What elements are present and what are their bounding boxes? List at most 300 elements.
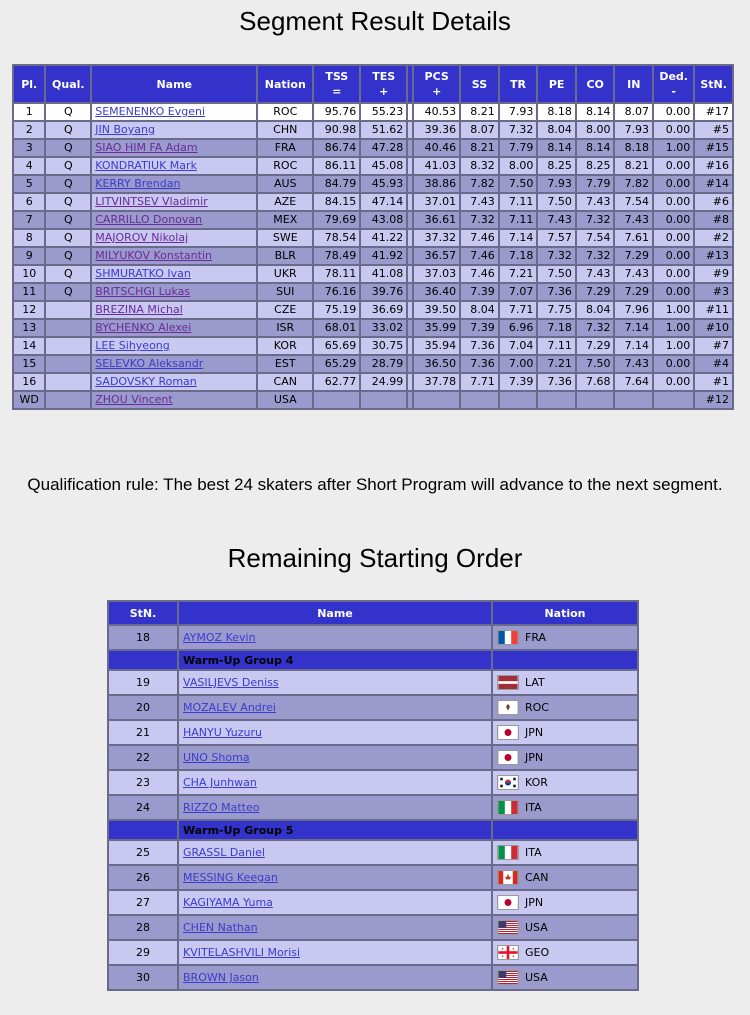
cell-co: 8.00: [577, 122, 614, 138]
skater-link[interactable]: KVITELASHVILI Morisi: [183, 946, 301, 959]
cell-stn: #10: [695, 320, 732, 336]
result-row: [14, 284, 732, 300]
cell-co: 8.14: [577, 104, 614, 120]
cell-co: 8.14: [577, 140, 614, 156]
cell-ss: 7.39: [461, 320, 498, 336]
cell-tes: 45.08: [361, 158, 406, 174]
cell-name: [92, 392, 256, 408]
cell-pe: 7.57: [538, 230, 575, 246]
skater-link[interactable]: MAJOROV Nikolaj: [95, 231, 189, 244]
cell-pe: 7.75: [538, 302, 575, 318]
cell-nation: ROC: [258, 104, 312, 120]
cell-tes: 33.02: [361, 320, 406, 336]
skater-link[interactable]: UNO Shoma: [183, 751, 250, 764]
group-spacer-cell: [109, 821, 177, 839]
cell-ss: 8.21: [461, 104, 498, 120]
spacer-cell: [408, 248, 412, 264]
order-col-name: Name: [179, 602, 491, 624]
order-stn: 19: [109, 671, 177, 694]
starting-order-row: [109, 696, 637, 719]
cell-tss: 65.29: [314, 356, 359, 372]
warmup-group-row: [109, 651, 637, 669]
col-tss[interactable]: [314, 66, 359, 102]
page-title: Segment Result Details: [239, 6, 511, 36]
cell-pcs: 35.99: [414, 320, 459, 336]
spacer-cell: [408, 140, 412, 156]
flag-kor-icon: [497, 775, 519, 790]
result-row: [14, 266, 732, 282]
cell-ded: [654, 392, 693, 408]
cell-in: 8.07: [615, 104, 652, 120]
col-tes-label: TES: [372, 70, 396, 83]
cell-pl: 16: [14, 374, 44, 390]
cell-stn: #13: [695, 248, 732, 264]
col-tr[interactable]: TR: [500, 66, 537, 102]
cell-qual: [46, 302, 90, 318]
cell-pcs: 35.94: [414, 338, 459, 354]
result-row: [14, 194, 732, 210]
cell-pcs: 36.61: [414, 212, 459, 228]
col-pl[interactable]: Pl.: [14, 66, 44, 102]
cell-pcs: 38.86: [414, 176, 459, 192]
starting-order-table: [107, 600, 639, 991]
flag-lat-icon: [497, 675, 519, 690]
cell-in: 7.14: [615, 338, 652, 354]
cell-pl: 8: [14, 230, 44, 246]
col-name[interactable]: Name: [92, 66, 256, 102]
cell-ss: 7.71: [461, 374, 498, 390]
skater-link[interactable]: BREZINA Michal: [95, 303, 183, 316]
cell-qual: Q: [46, 194, 90, 210]
order-nation-code: ITA: [525, 801, 542, 814]
col-ss[interactable]: SS: [461, 66, 498, 102]
cell-co: 7.29: [577, 284, 614, 300]
cell-in: 8.18: [615, 140, 652, 156]
cell-nation: EST: [258, 356, 312, 372]
cell-pe: [538, 392, 575, 408]
flag-usa-icon: [497, 920, 519, 935]
order-nation-cell: [493, 746, 637, 769]
cell-pl: 4: [14, 158, 44, 174]
order-name-cell: [179, 696, 491, 719]
cell-in: 7.43: [615, 356, 652, 372]
skater-link[interactable]: JIN Boyang: [95, 123, 155, 136]
flag-geo-icon: [497, 945, 519, 960]
cell-ss: 7.46: [461, 266, 498, 282]
cell-co: 7.32: [577, 212, 614, 228]
flag-jpn-icon: [497, 750, 519, 765]
cell-qual: [46, 356, 90, 372]
cell-tes: 39.76: [361, 284, 406, 300]
cell-nation: CAN: [258, 374, 312, 390]
cell-co: 7.79: [577, 176, 614, 192]
skater-link[interactable]: KAGIYAMA Yuma: [183, 896, 273, 909]
order-name-cell: [179, 771, 491, 794]
cell-tr: 7.00: [500, 356, 537, 372]
cell-tr: 7.93: [500, 104, 537, 120]
cell-stn: #15: [695, 140, 732, 156]
cell-co: 7.50: [577, 356, 614, 372]
skater-link[interactable]: VASILJEVS Deniss: [183, 676, 279, 689]
cell-in: 7.93: [615, 122, 652, 138]
cell-pl: WD: [14, 392, 44, 408]
cell-ded: 0.00: [654, 266, 693, 282]
cell-pcs: 36.50: [414, 356, 459, 372]
order-stn: 27: [109, 891, 177, 914]
result-row: [14, 212, 732, 228]
cell-pl: 11: [14, 284, 44, 300]
cell-in: 7.29: [615, 284, 652, 300]
cell-qual: [46, 374, 90, 390]
spacer-cell: [408, 338, 412, 354]
skater-link[interactable]: KERRY Brendan: [95, 177, 181, 190]
cell-tr: 7.07: [500, 284, 537, 300]
order-nation-code: GEO: [525, 946, 550, 959]
cell-ss: 7.46: [461, 248, 498, 264]
cell-tes: 43.08: [361, 212, 406, 228]
flag-jpn-icon: [497, 895, 519, 910]
cell-pl: 13: [14, 320, 44, 336]
col-pcs[interactable]: [414, 66, 459, 102]
cell-nation: BLR: [258, 248, 312, 264]
cell-name: [92, 122, 256, 138]
order-nation-cell: [493, 841, 637, 864]
result-row: [14, 230, 732, 246]
skater-link[interactable]: MESSING Keegan: [183, 871, 278, 884]
starting-order-row: [109, 966, 637, 989]
skater-link[interactable]: BYCHENKO Alexei: [95, 321, 192, 334]
cell-tss: 78.11: [314, 266, 359, 282]
order-name-cell: [179, 796, 491, 819]
col-stn[interactable]: StN.: [695, 66, 732, 102]
cell-tr: 7.79: [500, 140, 537, 156]
cell-tes: 47.14: [361, 194, 406, 210]
order-nation-cell: [493, 771, 637, 794]
cell-name: [92, 230, 256, 246]
cell-in: 7.96: [615, 302, 652, 318]
order-stn: 23: [109, 771, 177, 794]
cell-in: 7.82: [615, 176, 652, 192]
cell-ded: 1.00: [654, 320, 693, 336]
cell-ded: 0.00: [654, 284, 693, 300]
col-ded-label: Ded.: [659, 70, 688, 83]
cell-pe: 8.18: [538, 104, 575, 120]
order-col-stn: StN.: [109, 602, 177, 624]
cell-nation: MEX: [258, 212, 312, 228]
cell-ded: 0.00: [654, 230, 693, 246]
skater-link[interactable]: GRASSL Daniel: [183, 846, 265, 859]
result-row: [14, 140, 732, 156]
starting-order-row: [109, 746, 637, 769]
col-pe[interactable]: PE: [538, 66, 575, 102]
result-row: [14, 356, 732, 372]
cell-name: [92, 320, 256, 336]
cell-name: [92, 356, 256, 372]
order-stn: 28: [109, 916, 177, 939]
order-nation-code: JPN: [525, 751, 544, 764]
cell-tss: 65.69: [314, 338, 359, 354]
spacer-cell: [408, 356, 412, 372]
skater-link[interactable]: KONDRATIUK Mark: [95, 159, 197, 172]
order-nation-cell: [493, 966, 637, 989]
order-nation-cell: [493, 626, 637, 649]
skater-link[interactable]: LITVINTSEV Vladimir: [95, 195, 208, 208]
cell-stn: #8: [695, 212, 732, 228]
skater-link[interactable]: BRITSCHGI Lukas: [95, 285, 191, 298]
cell-pl: 1: [14, 104, 44, 120]
order-stn: 25: [109, 841, 177, 864]
cell-pe: 7.50: [538, 266, 575, 282]
cell-tes: 41.08: [361, 266, 406, 282]
result-row: [14, 104, 732, 120]
col-co[interactable]: CO: [577, 66, 614, 102]
starting-order-row: [109, 771, 637, 794]
cell-in: 7.64: [615, 374, 652, 390]
cell-tes: 47.28: [361, 140, 406, 156]
cell-tr: 7.39: [500, 374, 537, 390]
cell-tss: 86.74: [314, 140, 359, 156]
order-nation-code: CAN: [525, 871, 549, 884]
cell-tr: 8.00: [500, 158, 537, 174]
cell-ss: 7.36: [461, 356, 498, 372]
cell-pl: 14: [14, 338, 44, 354]
cell-pl: 7: [14, 212, 44, 228]
cell-qual: Q: [46, 284, 90, 300]
cell-ss: 7.43: [461, 194, 498, 210]
cell-stn: #5: [695, 122, 732, 138]
skater-link[interactable]: SHMURATKO Ivan: [95, 267, 191, 280]
cell-pe: 8.04: [538, 122, 575, 138]
cell-co: [577, 392, 614, 408]
cell-qual: Q: [46, 140, 90, 156]
spacer-cell: [408, 212, 412, 228]
cell-stn: #4: [695, 356, 732, 372]
cell-pl: 12: [14, 302, 44, 318]
spacer-cell: [408, 266, 412, 282]
order-stn: 29: [109, 941, 177, 964]
cell-pe: 7.36: [538, 374, 575, 390]
cell-nation: ISR: [258, 320, 312, 336]
flag-roc-icon: [497, 700, 519, 715]
warmup-group-label: Warm-Up Group 4: [179, 651, 491, 669]
skater-link[interactable]: SEMENENKO Evgeni: [95, 105, 206, 118]
cell-nation: FRA: [258, 140, 312, 156]
cell-qual: Q: [46, 158, 90, 174]
flag-usa-icon: [497, 970, 519, 985]
cell-qual: Q: [46, 266, 90, 282]
spacer-cell: [408, 176, 412, 192]
cell-co: 8.25: [577, 158, 614, 174]
cell-tes: 24.99: [361, 374, 406, 390]
order-name-cell: [179, 671, 491, 694]
order-name-cell: [179, 866, 491, 889]
order-stn: 18: [109, 626, 177, 649]
cell-nation: KOR: [258, 338, 312, 354]
cell-qual: [46, 338, 90, 354]
starting-order-row: [109, 796, 637, 819]
cell-stn: #12: [695, 392, 732, 408]
order-nation-cell: [493, 891, 637, 914]
order-stn: 22: [109, 746, 177, 769]
cell-ded: 0.00: [654, 158, 693, 174]
starting-order-row: [109, 891, 637, 914]
cell-tes: 36.69: [361, 302, 406, 318]
cell-tss: 84.15: [314, 194, 359, 210]
cell-nation: AZE: [258, 194, 312, 210]
result-row: [14, 176, 732, 192]
order-nation-cell: [493, 721, 637, 744]
cell-stn: #7: [695, 338, 732, 354]
order-nation-cell: [493, 696, 637, 719]
skater-link[interactable]: CHEN Nathan: [183, 921, 258, 934]
cell-tr: 7.50: [500, 176, 537, 192]
cell-stn: #14: [695, 176, 732, 192]
cell-ss: 8.04: [461, 302, 498, 318]
flag-ita-icon: [497, 800, 519, 815]
cell-tr: 7.04: [500, 338, 537, 354]
cell-tss: 68.01: [314, 320, 359, 336]
cell-pl: 15: [14, 356, 44, 372]
cell-pl: 10: [14, 266, 44, 282]
cell-pcs: 36.57: [414, 248, 459, 264]
order-stn: 26: [109, 866, 177, 889]
result-row: [14, 158, 732, 174]
result-row: [14, 320, 732, 336]
cell-name: [92, 302, 256, 318]
skater-link[interactable]: RIZZO Matteo: [183, 801, 260, 814]
order-stn: 30: [109, 966, 177, 989]
cell-ded: 0.00: [654, 356, 693, 372]
cell-qual: Q: [46, 230, 90, 246]
cell-nation: USA: [258, 392, 312, 408]
skater-link[interactable]: HANYU Yuzuru: [183, 726, 262, 739]
skater-link[interactable]: SIAO HIM FA Adam: [95, 141, 198, 154]
skater-link[interactable]: SADOVSKY Roman: [95, 375, 197, 388]
spacer-cell: [408, 284, 412, 300]
cell-nation: SUI: [258, 284, 312, 300]
cell-tss: 95.76: [314, 104, 359, 120]
order-nation-cell: [493, 671, 637, 694]
col-ded[interactable]: [654, 66, 693, 102]
col-qual[interactable]: Qual.: [46, 66, 90, 102]
cell-tr: [500, 392, 537, 408]
cell-pe: 7.21: [538, 356, 575, 372]
skater-link[interactable]: SELEVKO Aleksandr: [95, 357, 204, 370]
cell-pcs: 37.01: [414, 194, 459, 210]
cell-name: [92, 158, 256, 174]
cell-pl: 5: [14, 176, 44, 192]
cell-pcs: [414, 392, 459, 408]
order-stn: 24: [109, 796, 177, 819]
starting-order-row: [109, 671, 637, 694]
order-nation-code: JPN: [525, 896, 544, 909]
cell-tr: 7.21: [500, 266, 537, 282]
segment-results-table: [12, 64, 734, 410]
cell-tr: 7.14: [500, 230, 537, 246]
cell-pe: 8.14: [538, 140, 575, 156]
cell-pcs: 41.03: [414, 158, 459, 174]
order-name-cell: [179, 916, 491, 939]
cell-nation: CZE: [258, 302, 312, 318]
cell-name: [92, 194, 256, 210]
starting-order-row: [109, 721, 637, 744]
cell-tss: 76.16: [314, 284, 359, 300]
cell-ded: 0.00: [654, 176, 693, 192]
cell-tes: 51.62: [361, 122, 406, 138]
cell-in: 7.61: [615, 230, 652, 246]
skater-link[interactable]: CARRILLO Donovan: [95, 213, 203, 226]
result-row: [14, 122, 732, 138]
col-nation[interactable]: Nation: [258, 66, 312, 102]
cell-pe: 7.32: [538, 248, 575, 264]
cell-in: 7.29: [615, 248, 652, 264]
order-name-cell: [179, 941, 491, 964]
skater-link[interactable]: CHA Junhwan: [183, 776, 257, 789]
cell-pcs: 37.32: [414, 230, 459, 246]
spacer-cell: [408, 302, 412, 318]
skater-link[interactable]: BROWN Jason: [183, 971, 259, 984]
order-name-cell: [179, 966, 491, 989]
col-in[interactable]: IN: [615, 66, 652, 102]
skater-link[interactable]: AYMOZ Kevin: [183, 631, 256, 644]
col-tes[interactable]: [361, 66, 406, 102]
cell-ss: 8.32: [461, 158, 498, 174]
skater-link[interactable]: ZHOU Vincent: [95, 393, 173, 406]
cell-nation: AUS: [258, 176, 312, 192]
cell-co: 7.32: [577, 320, 614, 336]
skater-link[interactable]: LEE Sihyeong: [95, 339, 170, 352]
result-row: [14, 374, 732, 390]
flag-jpn-icon: [497, 725, 519, 740]
group-spacer-cell: [493, 821, 637, 839]
result-row: [14, 392, 732, 408]
skater-link[interactable]: MOZALEV Andrei: [183, 701, 276, 714]
order-stn: 21: [109, 721, 177, 744]
cell-name: [92, 248, 256, 264]
starting-order-row: [109, 941, 637, 964]
order-nation-code: USA: [525, 921, 548, 934]
cell-ded: 1.00: [654, 140, 693, 156]
results-header-row: [14, 66, 732, 102]
cell-qual: Q: [46, 212, 90, 228]
cell-tr: 7.71: [500, 302, 537, 318]
order-nation-code: ITA: [525, 846, 542, 859]
cell-ded: 0.00: [654, 122, 693, 138]
warmup-group-label: Warm-Up Group 5: [179, 821, 491, 839]
order-nation-cell: [493, 941, 637, 964]
cell-co: 7.29: [577, 338, 614, 354]
cell-tss: 75.19: [314, 302, 359, 318]
order-name-cell: [179, 841, 491, 864]
cell-ded: 1.00: [654, 338, 693, 354]
col-spacer: [408, 66, 412, 102]
cell-tes: 41.22: [361, 230, 406, 246]
cell-name: [92, 284, 256, 300]
order-header-row: [109, 602, 637, 624]
skater-link[interactable]: MILYUKOV Konstantin: [95, 249, 212, 262]
col-pcs-label: PCS: [424, 70, 449, 83]
cell-co: 8.04: [577, 302, 614, 318]
cell-ded: 0.00: [654, 194, 693, 210]
order-nation-code: KOR: [525, 776, 548, 789]
cell-pe: 7.93: [538, 176, 575, 192]
cell-pcs: 36.40: [414, 284, 459, 300]
cell-tr: 7.11: [500, 212, 537, 228]
cell-tss: 86.11: [314, 158, 359, 174]
order-nation-cell: [493, 866, 637, 889]
cell-ss: 8.07: [461, 122, 498, 138]
order-nation-code: LAT: [525, 676, 545, 689]
